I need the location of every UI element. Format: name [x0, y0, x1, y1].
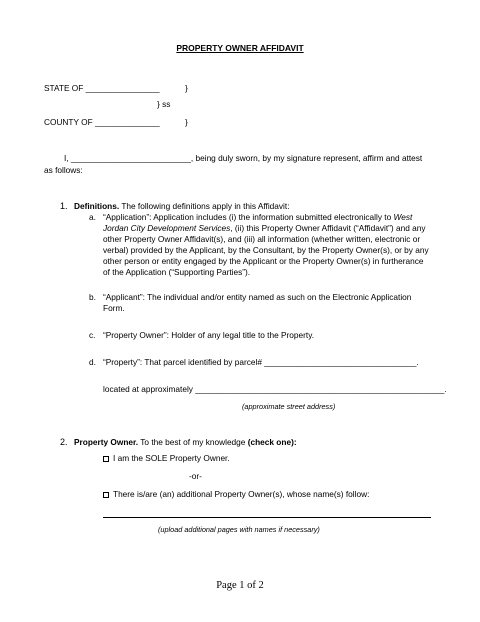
checkbox-icon[interactable] [103, 492, 109, 498]
def-a-line-1-text: “Application”: Application includes (i) the information submitted electronically to [103, 212, 394, 222]
def-a-line-4: verbal) provided by the Applicant, by the Consultant, by the Property Owner(s), or by any [103, 245, 429, 255]
option-additional-owners[interactable] [103, 490, 369, 500]
def-a-line-6: of the Application (“Supporting Parties”). [103, 267, 251, 277]
oath-line-1: I, __________________________, being duly sworn, by my signature represent, affirm and attest [64, 153, 423, 163]
section2-heading-line [74, 438, 297, 448]
def-a-line-2 [103, 224, 426, 234]
owner-names-line[interactable] [103, 517, 431, 518]
state-line: STATE OF ________________ [44, 83, 160, 93]
county-line: COUNTY OF ______________ [44, 117, 160, 127]
option-additional-owners-label: There is/are (an) additional Property Owner(s), whose name(s) follow: [113, 489, 370, 499]
def-a-line-5: other person or entity engaged by the Applicant or the Property Owner(s) in furtherance [103, 256, 424, 266]
def-c-letter: c. [89, 330, 96, 340]
section2-number: 2. [60, 437, 68, 447]
def-a-line-1-italic: West [393, 212, 413, 222]
ss-mark: } ss [157, 99, 171, 109]
section1-intro: The following definitions apply in this Affidavit: [121, 201, 290, 211]
section2-intro: To the best of my knowledge [140, 437, 248, 447]
street-address-note: (approximate street address) [242, 402, 336, 411]
def-d-text: “Property”: That parcel identified by parcel# _________________________________. [103, 357, 419, 367]
section1-heading: Definitions. [74, 201, 120, 211]
checkbox-icon[interactable] [103, 456, 109, 462]
def-a-line-2-text: , (ii) this Property Owner Affidavit (“Affidavit”) and any [230, 223, 426, 233]
section1-heading-line [74, 202, 290, 212]
document-title: PROPERTY OWNER AFFIDAVIT [176, 43, 304, 53]
option-sole-owner-label: I am the SOLE Property Owner. [113, 453, 230, 463]
def-b-line-2: Form. [103, 303, 125, 313]
oath-line-2: as follows: [44, 165, 83, 175]
def-c-text: “Property Owner”: Holder of any legal title to the Property. [103, 330, 315, 340]
section1-number: 1. [60, 201, 68, 211]
section2-check-one: (check one): [247, 437, 297, 447]
def-a-letter: a. [89, 212, 96, 222]
def-d-letter: d. [89, 357, 96, 367]
brace-top: } [185, 83, 188, 93]
upload-note: (upload additional pages with names if necessary) [158, 525, 320, 534]
or-separator: -or- [189, 471, 202, 481]
def-b-line-1: “Applicant”: The individual and/or entity named as such on the Electronic Application [103, 292, 412, 302]
section2-heading: Property Owner. [74, 437, 139, 447]
def-a-line-2-italic: Jordan City Development Services [103, 223, 231, 233]
page-number: Page 1 of 2 [216, 580, 264, 591]
option-sole-owner[interactable] [103, 454, 230, 464]
brace-bottom: } [185, 117, 188, 127]
def-a-line-1 [103, 213, 412, 223]
def-d-located: located at approximately ______________________________________________________. [103, 384, 447, 394]
def-a-line-3: other Property Owner Affidavit(s), and (iii) all information (whether written, electronic or [103, 234, 421, 244]
def-b-letter: b. [89, 292, 96, 302]
